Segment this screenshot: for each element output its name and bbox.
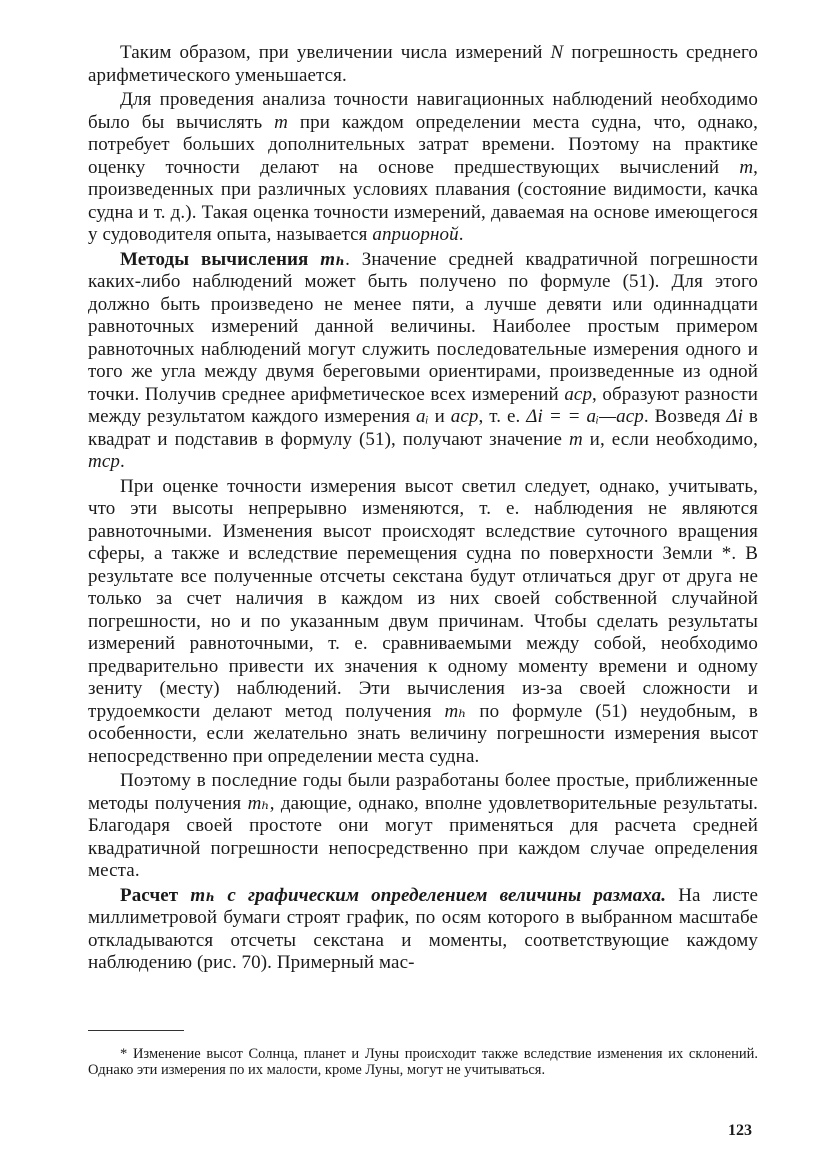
term-apriori: априорной — [372, 224, 459, 245]
text-run: , дающие, однако, вполне удовлетворительные результаты. Благодаря своей простоте они могут применяться для расчета средней квадратичной погрешности непосредственно при каждом случае определения места. — [88, 792, 759, 881]
paragraph-3 — [88, 249, 758, 474]
paragraph-6 — [88, 885, 758, 975]
symbol: mₕ — [444, 700, 467, 722]
symbol: mₕ — [320, 248, 346, 270]
text-run: Для проведения анализа точности навигационных наблюдений необходимо было бы вычислять — [88, 89, 758, 133]
symbol: mₕ — [190, 884, 216, 906]
symbol: aср — [564, 383, 593, 405]
text-run: при каждом определении места судна, что, однако, потребует больших дополнительных затрат времени. Поэтому на практике оценку точности делают на основе предшествующих вычислений — [88, 111, 758, 178]
symbol: aᵢ — [415, 406, 429, 427]
text-body — [88, 42, 758, 975]
text-run: , т. е. — [478, 406, 527, 427]
text-run: , образуют разности между результатом каждого измерения — [88, 383, 759, 427]
section-heading: Расчет — [120, 884, 191, 906]
section-heading: Методы вычисления — [120, 248, 321, 270]
symbol: N — [550, 42, 564, 63]
text-run: . — [119, 451, 125, 472]
text-run: по формуле (51) неудобным, в особенности, если желательно знать величину погрешности измерения высот непосредственно при определении места судна. — [88, 700, 758, 767]
symbol: Δi — [726, 406, 744, 427]
text-run: и, если необходимо, — [582, 428, 758, 450]
paragraph-2 — [88, 89, 758, 247]
text-run: , произведенных при различных условиях плавания (состояние видимости, качка судна и т. д.). Такая оценка точности измерений, даваемая на основе имеющегося у судоводителя опыта, называется — [88, 156, 758, 245]
paragraph-1 — [88, 42, 758, 87]
text-run: . Значение средней квадратичной погрешности каких-либо наблюдений может быть получено по формуле (51). Для этого должно быть произведено не менее пяти, а лучше девяти или одиннадцати равноточных измерений данной величины. Наиболее простым примером равноточных наблюдений могут служить последовательные измерения одного и того же угла между двумя береговыми ориентирами, произведенные из одной точки. Получив среднее арифметическое всех измерений — [88, 248, 758, 405]
text-run: погрешность среднего арифметического уменьшается. — [88, 42, 758, 86]
symbol: m — [274, 111, 288, 133]
text-run: . — [458, 224, 464, 245]
symbol: m — [739, 156, 754, 178]
symbol: aср — [450, 406, 479, 427]
symbol: mₕ — [247, 792, 270, 814]
text-run: При оценке точности измерения высот светил следует, однако, учитывать, что эти высоты непрерывно изменяются, т. е. наблюдения не являются равноточными. Изменения высот происходят вследствие суточного вращения сферы, а также и вследствие перемещения судна по поверхности Земли *. В результате все полученные отсчеты секстана будут отличаться друг от друга не только за счет наличия в каждом из них своей собственной случайной погрешности, но и по указанным двум причинам. Чтобы сделать результаты измерений равноточными, т. е. сравниваемыми между собой, необходимо предварительно привести их значения к одному моменту времени и одному зениту (месту) наблюдений. Эти вычисления из-за своей сложности и трудоемкости делают метод получения — [88, 475, 758, 722]
paragraph-4 — [88, 476, 758, 769]
text-run: . Возведя — [643, 406, 727, 427]
text-run: Таким образом, при увеличении числа измерений — [120, 42, 551, 63]
text-run: Поэтому в последние годы были разработаны более простые, приближенные методы получения — [88, 770, 758, 814]
symbol: m — [568, 428, 583, 450]
footnote: * Изменение высот Солнца, планет и Луны происходит также вследствие изменения их склонений. Однако эти измерения по их малости, кроме Луны, могут не учитываться. — [88, 1046, 758, 1078]
symbol: mср — [88, 451, 120, 472]
footnote-rule — [88, 1030, 184, 1031]
formula: Δi = = aᵢ—aср — [526, 406, 644, 427]
page-number: 123 — [728, 1122, 752, 1139]
text-run: и — [428, 406, 451, 427]
paragraph-5 — [88, 770, 758, 883]
text-run: в квадрат и подставив в формулу (51), получают значение — [88, 406, 759, 450]
section-heading-rest: с графическим определением величины размаха. — [215, 884, 667, 906]
text-run: На листе миллиметровой бумаги строят график, по осям которого в выбранном масштабе откладываются отсчеты секстана и моменты, соответствующие каждому наблюдению (рис. 70). Примерный мас- — [88, 884, 758, 973]
